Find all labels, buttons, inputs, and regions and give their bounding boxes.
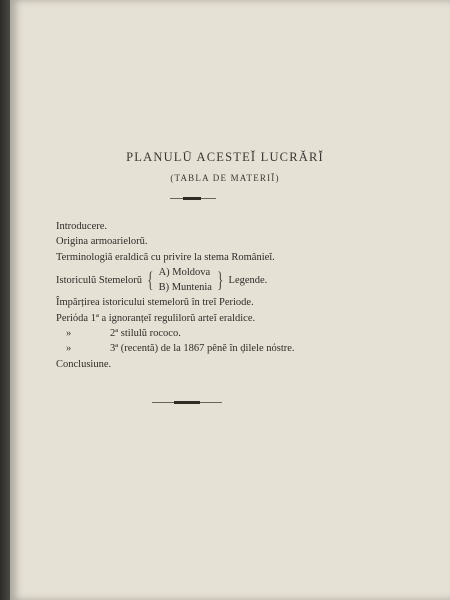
toc-subitem-moldova: A) Moldova xyxy=(158,267,211,279)
page-subtitle: (TABLA DE MATERIĬ) xyxy=(170,173,280,183)
toc-istoriculu-label: Istoriculŭ Stemelorŭ xyxy=(56,274,143,286)
ditto-mark: » xyxy=(66,328,72,340)
toc-item-perioda1: Periόda 1ª a ignoranțeĭ regulilorŭ arteĭ eraldice. xyxy=(56,312,256,324)
toc-item-perioda3 xyxy=(56,341,396,356)
toc-item-introducere: Introducere. xyxy=(56,221,108,232)
toc-item-conclusiune: Conclusiune. xyxy=(56,358,112,370)
page-title: PLANULŪ ACESTEĬ LUCRĂRĬ xyxy=(126,150,324,164)
toc-perioda2-text: 2ª stilulŭ rococo. xyxy=(110,328,181,340)
book-gutter xyxy=(0,0,10,600)
ditto-mark: » xyxy=(66,343,72,355)
right-brace-icon: } xyxy=(217,267,224,293)
left-brace-icon: { xyxy=(147,267,154,293)
table-of-contents xyxy=(56,219,396,372)
ornamental-rule-bottom xyxy=(152,402,222,403)
ornamental-rule-top xyxy=(170,198,216,199)
toc-subitem-muntenia: B) Muntenia xyxy=(158,282,212,294)
toc-item-origina: Origina armoarielorŭ. xyxy=(56,236,148,248)
toc-legende-label: Legende. xyxy=(228,274,268,286)
toc-istoriculu-subitems xyxy=(159,265,212,295)
toc-item-istoriculu xyxy=(56,264,396,296)
toc-item-impartirea: Împărțirea istoricului stemelorŭ în treĭ Periode. xyxy=(56,297,254,309)
toc-perioda3-text: 3ª (recentă) de la 1867 pênĕ în ḑilele nόstre. xyxy=(110,343,295,355)
toc-item-terminologia: Terminologiă eraldică cu privire la stema Românieĭ. xyxy=(56,251,275,263)
toc-item-perioda2 xyxy=(56,326,396,341)
